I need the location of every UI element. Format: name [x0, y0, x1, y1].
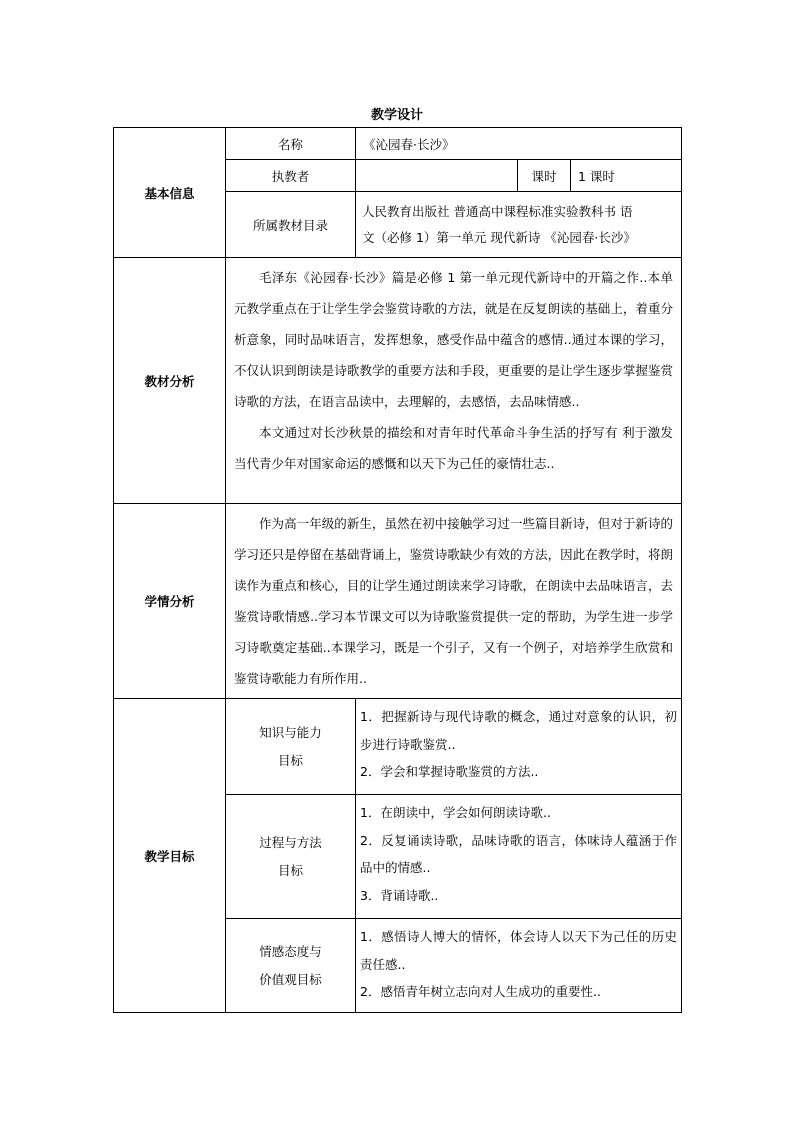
document-title: 教学设计: [370, 108, 423, 123]
value-name: 《沁园春·长沙》: [356, 128, 682, 160]
textbook-line: 人民教育出版社 普通高中课程标准实验教科书 语: [362, 203, 633, 219]
goal-item: 2．反复诵读诗歌，品味诗歌的语言，体味诗人蕴涵于作品中的情感..: [360, 832, 678, 875]
goal-label-line: 目标: [277, 752, 303, 768]
row-goal-knowledge: [114, 699, 682, 795]
goal-label-line: 价值观目标: [259, 971, 322, 987]
goal-label-emotion: [226, 919, 356, 1013]
paragraph: 作为高一年级的新生，虽然在初中接触学习过一些篇目新诗，但对于新诗的学习还只是停留在基础背诵上，鉴赏诗歌缺少有效的方法，因此在教学时，将朗读作为重点和核心，目的让学生通过朗读来学习诗歌，在朗读中去品味语言，去鉴赏诗歌情感..学习本节课文可以为诗歌鉴赏提供一定的帮助，为学生进一步学习诗歌奠定基础..本课学习，既是一个引子，又有一个例子，对培养学生欣赏和鉴赏诗歌能力有所作用..: [234, 516, 674, 686]
goal-items-emotion: [356, 919, 682, 1013]
paragraph: 本文通过对长沙秋景的描绘和对青年时代革命斗争生活的抒写有 利于激发当代青少年对国家命运的感慨和以天下为己任的豪情壮志..: [234, 425, 674, 471]
row-student-analysis: [114, 504, 682, 699]
goal-label-line: 过程与方法: [259, 834, 322, 850]
section-label-basic-info: 基本信息: [114, 128, 226, 258]
goal-item: 3．背诵诗歌..: [360, 887, 439, 903]
goal-label-process: [226, 795, 356, 919]
paragraph: 毛泽东《沁园春·长沙》篇是必修 1 第一单元现代新诗中的开篇之作..本单元教学重点在于让学生学会鉴赏诗歌的方法，就是在反复朗读的基础上，着重分析意象，同时品味语言，发挥想象，感受作品中蕴含的感情..通过本课的学习，不仅认识到朗读是诗歌教学的重要方法和手段，更重要的是让学生逐步掌握鉴赏诗歌的方法，在语言品读中，去理解的，去感悟，去品味情感..: [234, 270, 674, 409]
goal-item: 1．在朗读中，学会如何朗读诗歌..: [360, 805, 551, 820]
value-teacher: [356, 160, 518, 192]
goal-items-process: [356, 795, 682, 919]
label-name: 名称: [226, 128, 356, 160]
section-label-teaching-goals: 教学目标: [114, 699, 226, 1013]
section-label-student-analysis: 学情分析: [114, 504, 226, 699]
textbook-line: 文（必修 1）第一单元 现代新诗 《沁园春·长沙》: [362, 229, 636, 245]
label-textbook: 所属教材目录: [226, 192, 356, 258]
goal-item: 2．感悟青年树立志向对人生成功的重要性..: [360, 984, 601, 999]
label-teacher: 执教者: [226, 160, 356, 192]
goal-item: 1．感悟诗人博大的情怀，体会诗人以天下为己任的历史责任感..: [360, 929, 678, 972]
row-material-analysis: [114, 258, 682, 504]
material-analysis-content: [226, 258, 682, 504]
goal-item: 1．把握新诗与现代诗歌的概念，通过对意象的认识，初步进行诗歌鉴赏..: [360, 709, 678, 752]
student-analysis-content: [226, 504, 682, 699]
goal-label-line: 情感态度与: [259, 943, 322, 959]
label-hours: 课时: [518, 160, 571, 192]
goal-item: 2．学会和掌握诗歌鉴赏的方法..: [360, 764, 539, 779]
goal-label-line: 目标: [277, 862, 303, 878]
goal-label-knowledge: [226, 699, 356, 795]
goal-label-line: 知识与能力: [259, 724, 322, 740]
row-name: [114, 128, 682, 160]
section-label-material-analysis: 教材分析: [114, 258, 226, 504]
value-textbook: [356, 192, 682, 258]
value-hours: 1 课时: [571, 160, 682, 192]
goal-items-knowledge: [356, 699, 682, 795]
lesson-plan-table: [113, 127, 682, 1013]
